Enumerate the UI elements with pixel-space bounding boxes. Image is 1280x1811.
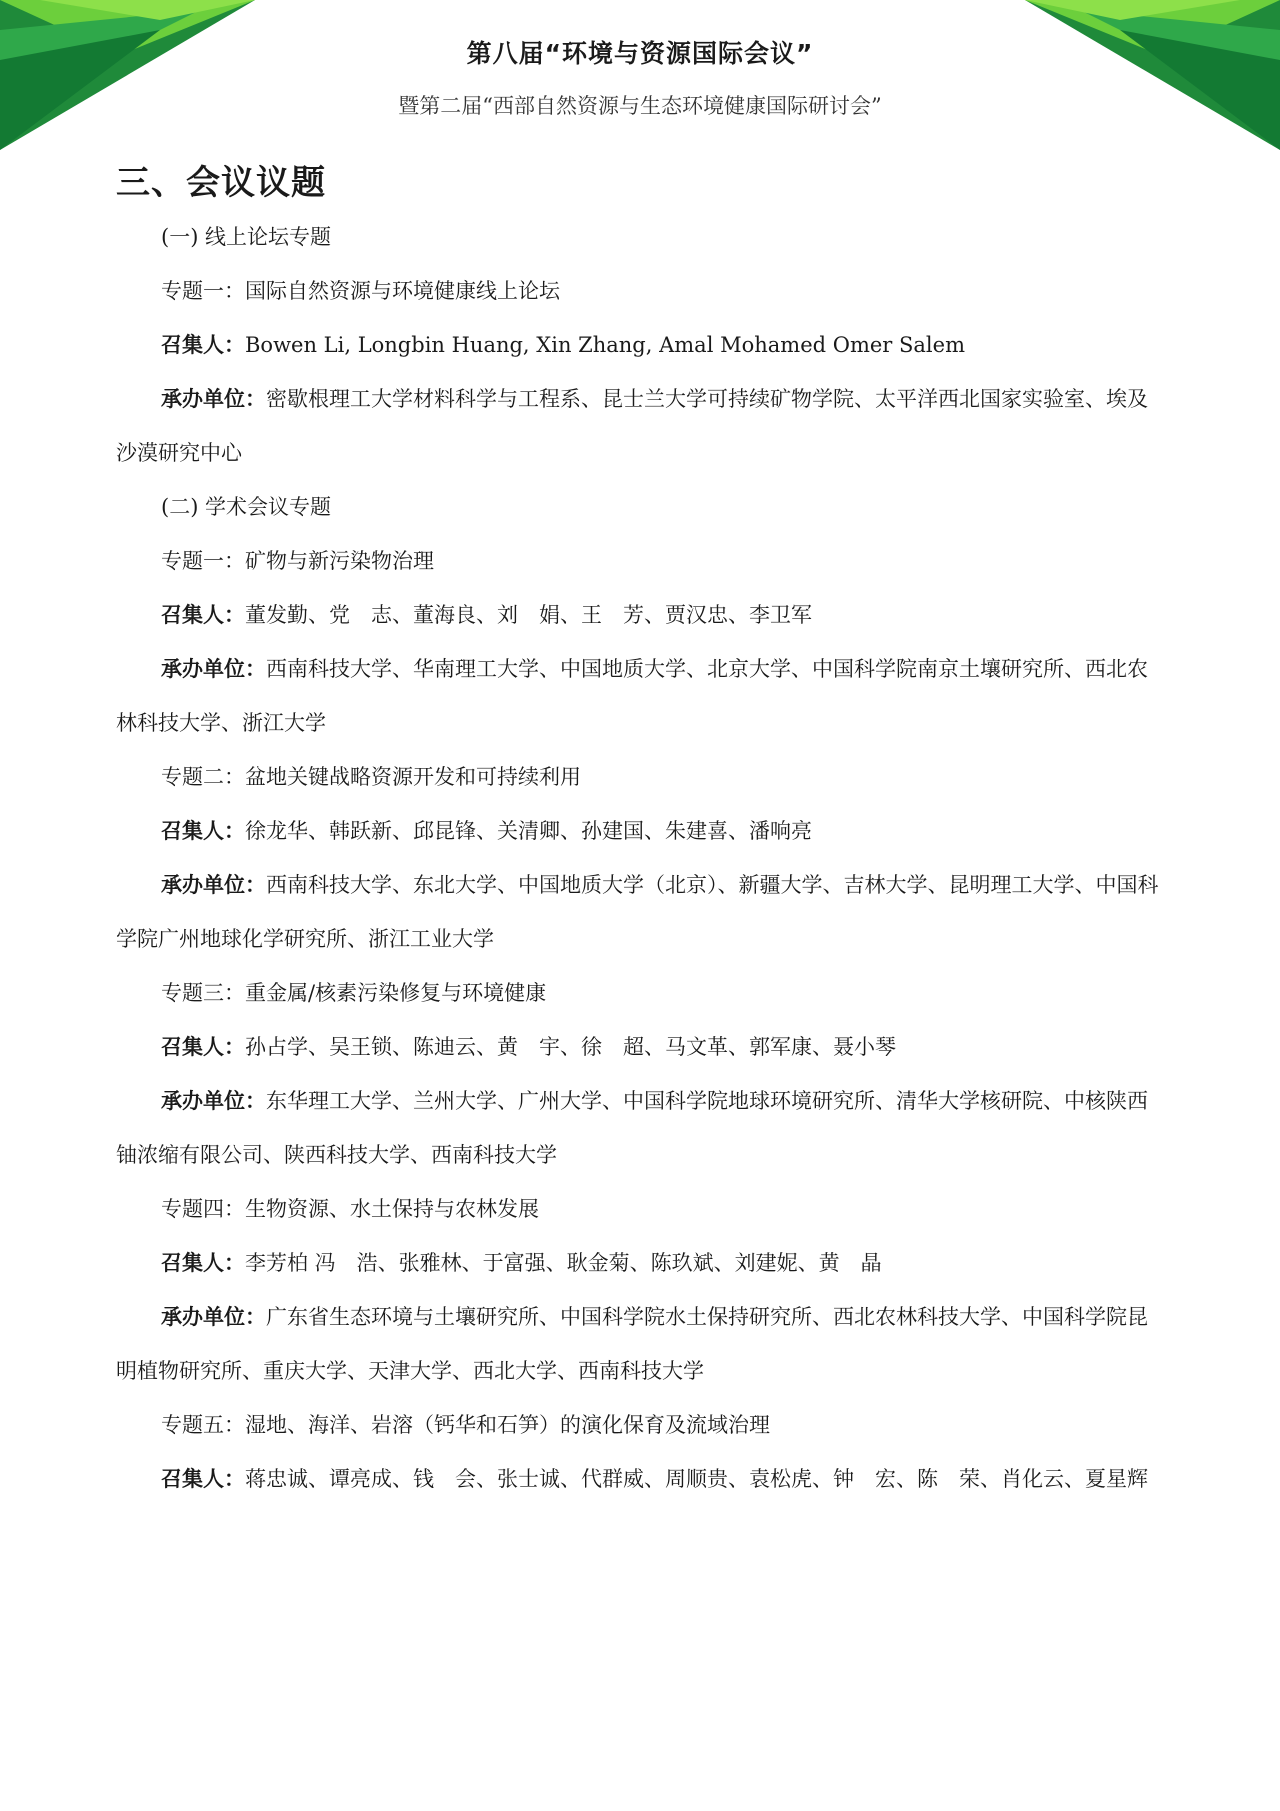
paragraph-label: 召集人： bbox=[161, 819, 245, 843]
paragraph-label: 召集人： bbox=[161, 1035, 245, 1059]
paragraph bbox=[116, 858, 1166, 966]
conference-subtitle: 暨第二届“西部自然资源与生态环境健康国际研讨会” bbox=[398, 94, 882, 118]
paragraph-text: (一) 线上论坛专题 bbox=[161, 225, 332, 249]
paragraph-label: 召集人： bbox=[161, 1467, 245, 1491]
paragraph bbox=[116, 264, 1166, 318]
paragraph bbox=[116, 534, 1166, 588]
paragraph bbox=[116, 1020, 1166, 1074]
paragraph bbox=[116, 1074, 1166, 1182]
paragraph-label: 召集人： bbox=[161, 333, 245, 357]
paragraph bbox=[116, 1290, 1166, 1398]
paragraph-text: 专题二：盆地关键战略资源开发和可持续利用 bbox=[161, 765, 581, 789]
paragraph bbox=[116, 1182, 1166, 1236]
paragraph bbox=[116, 480, 1166, 534]
paragraph-text: (二) 学术会议专题 bbox=[161, 495, 332, 519]
paragraph-text: Bowen Li, Longbin Huang, Xin Zhang, Amal Mohamed Omer Salem bbox=[245, 333, 965, 357]
paragraph bbox=[116, 642, 1166, 750]
paragraph bbox=[116, 1398, 1166, 1452]
paragraph-label: 召集人： bbox=[161, 603, 245, 627]
paragraph-text: 蒋忠诚、谭亮成、钱 会、张士诚、代群威、周顺贵、袁松虎、钟 宏、陈 荣、肖化云、夏星辉 bbox=[245, 1467, 1148, 1491]
paragraph-label: 承办单位： bbox=[161, 873, 266, 897]
paragraph-text: 广东省生态环境与土壤研究所、中国科学院水土保持研究所、西北农林科技大学、中国科学院昆明植物研究所、重庆大学、天津大学、西北大学、西南科技大学 bbox=[116, 1305, 1148, 1383]
paragraph bbox=[116, 750, 1166, 804]
paragraph bbox=[116, 804, 1166, 858]
section-heading: 三、会议议题 bbox=[116, 163, 326, 203]
paragraph-text: 李芳柏 冯 浩、张雅林、于富强、耿金菊、陈玖斌、刘建妮、黄 晶 bbox=[245, 1251, 882, 1275]
paragraph-text: 密歇根理工大学材料科学与工程系、昆士兰大学可持续矿物学院、太平洋西北国家实验室、埃及沙漠研究中心 bbox=[116, 387, 1148, 465]
paragraph bbox=[116, 588, 1166, 642]
paragraph-text: 西南科技大学、华南理工大学、中国地质大学、北京大学、中国科学院南京土壤研究所、西北农林科技大学、浙江大学 bbox=[116, 657, 1148, 735]
paragraph bbox=[116, 318, 1166, 372]
paragraph-label: 承办单位： bbox=[161, 387, 266, 411]
paragraph-text: 专题一：国际自然资源与环境健康线上论坛 bbox=[161, 279, 560, 303]
paragraph bbox=[116, 966, 1166, 1020]
corner-decoration-left bbox=[0, 0, 260, 150]
paragraph-text: 董发勤、党 志、董海良、刘 娟、王 芳、贾汉忠、李卫军 bbox=[245, 603, 812, 627]
paragraph-label: 召集人： bbox=[161, 1251, 245, 1275]
paragraph bbox=[116, 372, 1166, 480]
corner-decoration-right bbox=[1020, 0, 1280, 150]
paragraph-text: 西南科技大学、东北大学、中国地质大学（北京）、新疆大学、吉林大学、昆明理工大学、中国科学院广州地球化学研究所、浙江工业大学 bbox=[116, 873, 1159, 951]
paragraph-text: 专题四：生物资源、水土保持与农林发展 bbox=[161, 1197, 539, 1221]
conference-title: 第八届“环境与资源国际会议” bbox=[466, 39, 814, 68]
paragraph-text: 孙占学、吴王锁、陈迪云、黄 宇、徐 超、马文革、郭军康、聂小琴 bbox=[245, 1035, 896, 1059]
paragraph-text: 专题五：湿地、海洋、岩溶（钙华和石笋）的演化保育及流域治理 bbox=[161, 1413, 770, 1437]
paragraph-label: 承办单位： bbox=[161, 1305, 266, 1329]
paragraph-text: 徐龙华、韩跃新、邱昆锋、关清卿、孙建国、朱建喜、潘响亮 bbox=[245, 819, 812, 843]
paragraph bbox=[116, 1236, 1166, 1290]
paragraph bbox=[116, 210, 1166, 264]
paragraph-text: 专题三：重金属/核素污染修复与环境健康 bbox=[161, 981, 547, 1005]
paragraph bbox=[116, 1452, 1166, 1506]
topics-content bbox=[116, 210, 1166, 1506]
paragraph-text: 东华理工大学、兰州大学、广州大学、中国科学院地球环境研究所、清华大学核研院、中核陕西铀浓缩有限公司、陕西科技大学、西南科技大学 bbox=[116, 1089, 1148, 1167]
paragraph-label: 承办单位： bbox=[161, 657, 266, 681]
paragraph-label: 承办单位： bbox=[161, 1089, 266, 1113]
paragraph-text: 专题一：矿物与新污染物治理 bbox=[161, 549, 434, 573]
